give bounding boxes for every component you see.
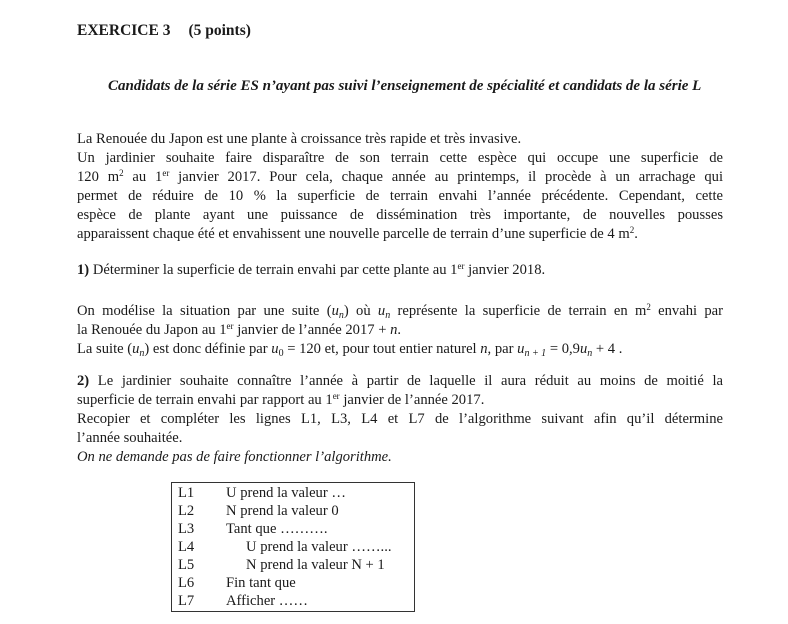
intro-line: espèce de plante ayant une puissance de dissémination très importante, de nouvelles pousses <box>77 207 723 223</box>
intro-line: La Renouée du Japon est une plante à croissance très rapide et très invasive. <box>77 131 522 147</box>
intro-paragraph <box>77 130 723 244</box>
intro-line: permet de réduire de 10 % la superficie de terrain envahi l’année précédente. Cependant, cette <box>77 188 723 204</box>
question-2: 2) Le jardinier souhaite connaître l’année à partir de laquelle il aura réduit au moins de moitié la superficie de terrain envahi par rapport au 1er janvier de l’année 2017. Recopier et compléter les lignes L1, L3, L4 et L7 de l’algorithme suivant afin qu’il détermine l’année souhaitée. On ne demande pas de faire fonctionner l’algorithme. <box>77 373 723 465</box>
model-line: la Renouée du Japon au 1er janvier de l’année 2017 + n. <box>77 321 402 338</box>
exercise-points: (5 points) <box>188 22 251 39</box>
exercise-number: EXERCICE 3 <box>77 22 171 39</box>
model-line: La suite $(u_n)$ est donc définie par $u_0 = 120$ et, pour tout entier naturel n, par $u_{n + 1} = 0,9u_n + 4$ . <box>77 341 623 359</box>
model-paragraph <box>77 302 723 359</box>
question-1: 1) Déterminer la superficie de terrain envahi par cette plante au 1er janvier 2018. <box>77 261 546 278</box>
intro-line: 120 $m^2$ au 1er janvier 2017. Pour cela, chaque année au printemps, il procède à un arrachage qui <box>77 168 723 185</box>
exercise-title <box>77 22 251 40</box>
intro-line: Un jardinier souhaite faire disparaître de son terrain cette espèce qui occupe une superficie de <box>77 150 723 166</box>
question-number: 1) <box>77 262 90 278</box>
question-number: 2) <box>77 373 90 389</box>
model-line: On modélise la situation par une suite $(u_n)$ où $u_n$ représente la superficie de terrain en $m^2$ envahi par <box>77 302 723 321</box>
algorithm-box: L1 U prend la valeur … L2 N prend la valeur 0 L3 Tant que ………. L4 U prend la valeur ……... L5 N prend la valeur N + 1 L6 Fin tant que L7 Afficher …… <box>171 482 415 612</box>
exercise-subtitle: Candidats de la série ES n’ayant pas suivi l’enseignement de spécialité et candidats de la série L <box>108 78 702 94</box>
instruction-note: On ne demande pas de faire fonctionner l’algorithme. <box>77 449 392 465</box>
intro-line: apparaissent chaque été et envahissent une nouvelle parcelle de terrain d’une superficie de 4 $m^2$. <box>77 225 638 242</box>
